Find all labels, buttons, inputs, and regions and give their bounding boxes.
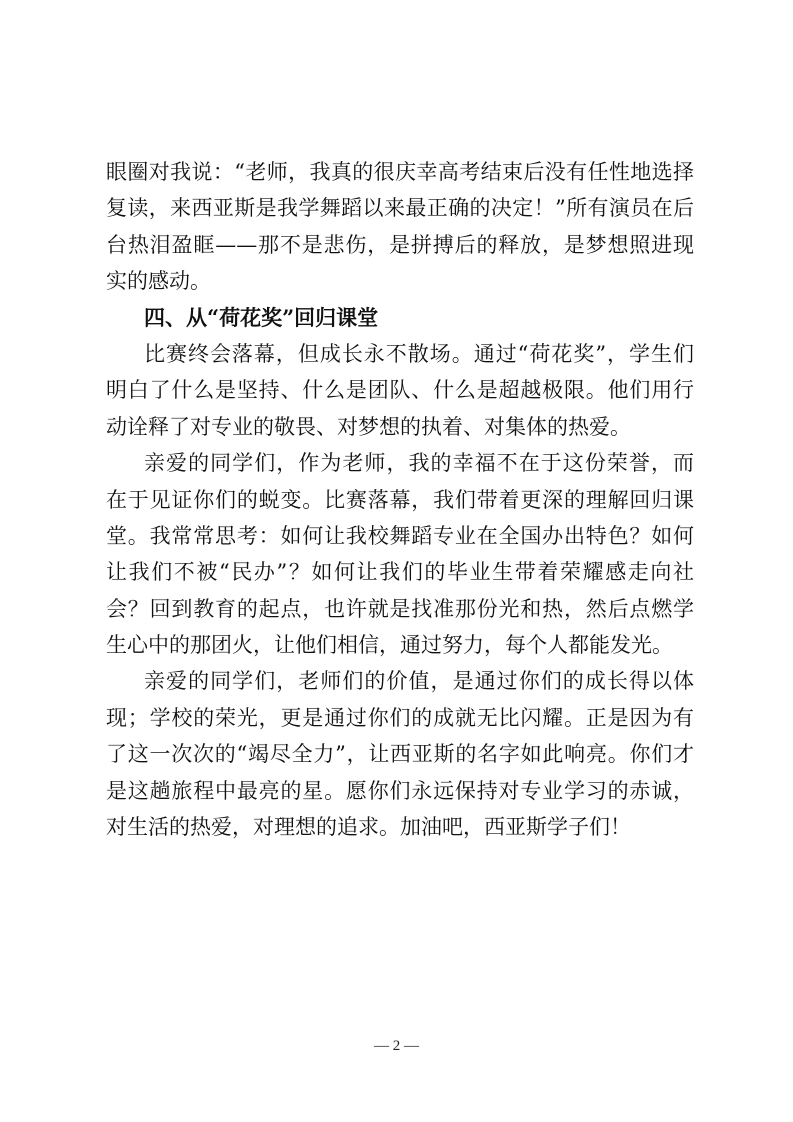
paragraph	[106, 336, 694, 445]
section-heading	[106, 300, 694, 336]
text-line: 动诠释了对专业的敬畏、对梦想的执着、对集体的热爱。	[106, 414, 631, 439]
text-line: 是这趟旅程中最亮的星。愿你们永远保持对专业学习的赤诚，	[106, 778, 694, 803]
paragraph	[106, 663, 694, 845]
text-line: 堂。我常常思考：如何让我校舞蹈专业在全国办出特色？如何	[106, 523, 694, 548]
text-line: 比赛终会落幕，但成长永不散场。通过“荷花奖”，学生们	[144, 341, 694, 366]
text-line: 眼圈对我说：“老师，我真的很庆幸高考结束后没有任性地选择	[106, 160, 694, 184]
text-line: 对生活的热爱，对理想的追求。加油吧，西亚斯学子们！	[106, 815, 631, 840]
text-line: 四、从“荷花奖”回归课堂	[144, 304, 379, 330]
text-line: 亲爱的同学们，老师们的价值，是通过你们的成长得以体	[144, 669, 694, 694]
text-line: 实的感动。	[106, 269, 211, 294]
text-line: 会？回到教育的起点，也许就是找准那份光和热，然后点燃学	[106, 596, 694, 621]
text-line: 台热泪盈眶——那不是悲伤，是拼搏后的释放，是梦想照进现	[106, 232, 694, 257]
text-line: 现；学校的荣光，更是通过你们的成就无比闪耀。正是因为有	[106, 705, 694, 730]
text-line: 在于见证你们的蜕变。比赛落幕，我们带着更深的理解回归课	[106, 487, 694, 512]
text-line: 让我们不被“民办”？如何让我们的毕业生带着荣耀感走向社	[106, 560, 694, 585]
page-number: — 2 —	[374, 1038, 419, 1054]
text-line: 了这一次次的“竭尽全力”，让西亚斯的名字如此响亮。你们才	[106, 742, 694, 767]
paragraph	[106, 445, 694, 663]
paragraph	[106, 154, 694, 300]
text-line: 生心中的那团火，让他们相信，通过努力，每个人都能发光。	[106, 633, 673, 658]
document-body	[106, 154, 694, 845]
text-line: 明白了什么是坚持、什么是团队、什么是超越极限。他们用行	[106, 378, 694, 403]
text-line: 亲爱的同学们，作为老师，我的幸福不在于这份荣誉，而	[144, 451, 694, 476]
text-line: 复读，来西亚斯是我学舞蹈以来最正确的决定！”所有演员在后	[106, 196, 694, 221]
